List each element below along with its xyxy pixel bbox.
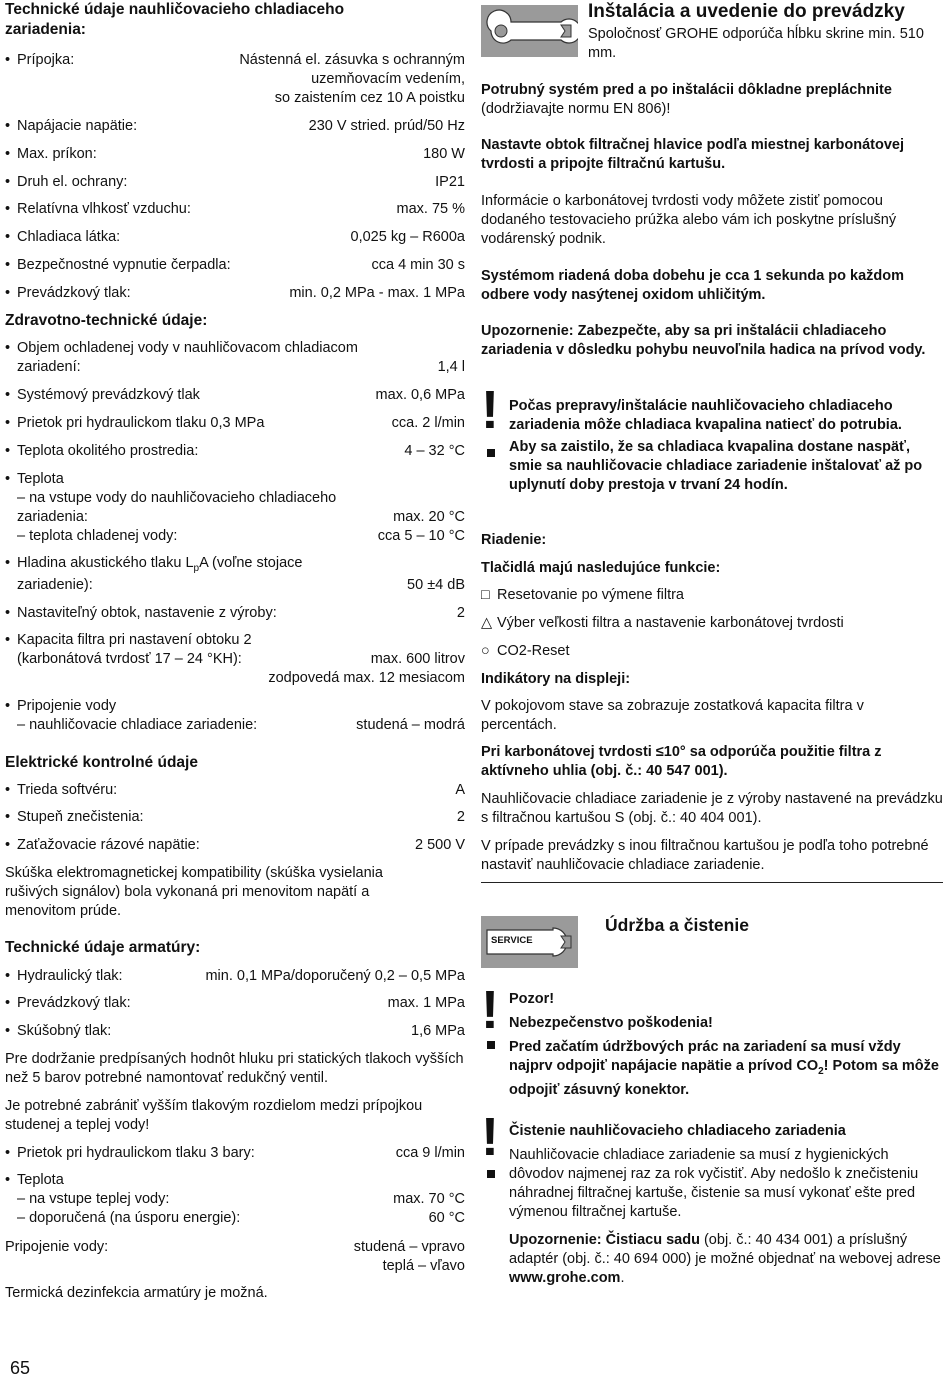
display-paragraph: V pokojovom stave sa zobrazuje zostatková kapacita filtra v percentách. [481, 698, 864, 733]
spec-label: • Teplota [5, 1171, 64, 1190]
spec-sub-label: – na vstupe vody do nauhličovacieho chladiaceho [17, 490, 337, 506]
emc-paragraph: Skúška elektromagnetickej kompatibility (skúška vysielania rušivých signálov) bola vykonaná pri menovitom napätí a menovitom prúde. [5, 865, 383, 919]
spec-label-part: Hladina akustického tlaku L [17, 555, 194, 571]
warning-transport: Počas prepravy/inštalácie nauhličovacieho chladiaceho zariadenia môže chladiaca kvapalina natiecť do potrubia. [509, 398, 902, 433]
spec-value: 2 [456, 605, 465, 621]
spec-value: 2 500 V [415, 837, 465, 853]
service-icon [481, 916, 578, 968]
spec-value: 1,6 MPa [411, 1023, 465, 1039]
spec-label-cont: zariadení: [17, 359, 81, 375]
spec-label: • Nastaviteľný obtok, nastavenie z výroby: [5, 604, 277, 623]
spec-label: • Zaťažovacie rázové napätie: [5, 836, 200, 855]
spec-value: IP21 [435, 174, 465, 190]
spec-label-cont: zariadenie): [17, 577, 93, 593]
warning-exclamation-icon: ! [481, 380, 499, 440]
danger-label: Nebezpečenstvo poškodenia! [509, 1015, 713, 1031]
system-paragraph: Systémom riadená doba dobehu je cca 1 sekunda po každom odbere vody nasýtenej oxidom uhličitým. [481, 268, 905, 303]
spec-value: min. 0,2 MPa - max. 1 MPa [289, 285, 465, 301]
warning-dot-icon [487, 1170, 495, 1178]
spec-label: • Napájacie napätie: [5, 117, 137, 136]
spec-label: • Pripojenie vody [5, 697, 116, 716]
spec-value-cont: zodpovedá max. 12 mesiacom [268, 670, 465, 686]
spec-label: • Prietok pri hydraulickom tlaku 3 bary: [5, 1144, 255, 1163]
warning-exclamation-icon: ! [481, 980, 499, 1040]
before-work-paragraph [509, 1038, 943, 1100]
spec-sub-label: – na vstupe teplej vody: [17, 1191, 170, 1207]
before-text: Pred začatím údržbových prác na zariadení sa musí vždy najprv odpojiť napájacie napätie a prívod CO [509, 1039, 901, 1074]
thermal-paragraph: Termická dezinfekcia armatúry je možná. [5, 1285, 268, 1301]
spec-value-line2: uzemňovacím vedením, [311, 71, 465, 87]
wrench-icon [481, 5, 578, 57]
buttons-title: Tlačidlá majú nasledujúce funkcie: [481, 560, 721, 576]
flush-line1: Potrubný systém pred a po inštalácii dôkladne prepláchnite [481, 82, 892, 98]
info-paragraph: Informácie o karbonátovej tvrdosti vody môžete zistiť pomocou dodaného testovacieho prúžka alebo vám ich poskytne príslušný vodárenský podnik. [481, 193, 897, 247]
circle-icon: ○ [481, 643, 490, 659]
spec-label: • Trieda softvéru: [5, 781, 117, 800]
notice-end: . [620, 1270, 625, 1286]
before-text: ! Potom sa môže odpojiť zásuvný konektor. [509, 1058, 939, 1098]
spec-value: 1,4 l [437, 359, 465, 375]
maintenance-title: Údržba a čistenie [605, 915, 749, 935]
spec-label: Pripojenie vody: [5, 1239, 109, 1255]
spec-value: 50 ±4 dB [407, 577, 465, 593]
bypass-paragraph: Nastavte obtok filtračnej hlavice podľa miestnej karbonátovej tvrdosti a pripojte filtračnú kartušu. [481, 137, 904, 172]
spec-value: 2 [456, 809, 465, 825]
spec-value-line1: Nástenná el. zásuvka s ochranným [239, 52, 465, 68]
spec-value: studená – modrá [356, 717, 465, 733]
spec-value: cca 5 – 10 °C [377, 528, 465, 544]
carb-paragraph: Pri karbonátovej tvrdosti ≤10° sa odporúča použitie filtra z aktívneho uhlia (obj. č.: 40 547 001). [481, 744, 882, 779]
spec-label: • Skúšobný tlak: [5, 1022, 111, 1041]
spec-label-part: A (voľne stojace [199, 555, 303, 571]
notice-paragraph: Upozornenie: Zabezpečte, aby sa pri inštalácii chladiaceho zariadenia v dôsledku pohybu neuvoľnila hadica na prívod vody. [481, 323, 926, 358]
spec-value: cca. 2 l/min [391, 415, 465, 431]
display-title: Indikátory na displeji: [481, 671, 631, 687]
spec-label [5, 554, 302, 578]
website-link[interactable]: www.grohe.com [509, 1270, 621, 1286]
subscript: 2 [818, 1065, 824, 1077]
service-badge-text: SERVICE [491, 935, 533, 946]
spec-value: A [455, 782, 465, 798]
spec-value: 0,025 kg – R600a [350, 229, 465, 245]
subscript: p [193, 562, 200, 574]
spec-value: max. 70 °C [393, 1191, 465, 1207]
install-subtitle: Spoločnosť GROHE odporúča hĺbku skrine min. 510 mm. [588, 26, 924, 61]
spec-value: studená – vpravo [353, 1239, 465, 1255]
page-number: 65 [10, 1358, 31, 1378]
cleaning-kit-paragraph [509, 1231, 943, 1288]
warning-wait: Aby sa zaistilo, že sa chladiaca kvapalina dostane naspäť, smie sa nauhličovacie chladiace zariadenie inštalovať až po uplynutí doby prestoja v trvaní 24 hodín. [509, 439, 923, 493]
electrical-title: Elektrické kontrolné údaje [5, 754, 198, 771]
technical-data-title: Technické údaje nauhličovacieho chladiaceho zariadenia: [5, 1, 345, 38]
button-co2-row [481, 642, 943, 661]
spec-label: • Prietok pri hydraulickom tlaku 0,3 MPa [5, 414, 264, 433]
warning-dot-icon [487, 1041, 495, 1049]
spec-sub-label: – nauhličovacie chladiace zariadenie: [17, 717, 258, 733]
warning-exclamation-icon: ! [481, 1107, 499, 1167]
flush-line2: (dodržiavajte normu EN 806)! [481, 101, 671, 117]
button-reset-row [481, 586, 943, 605]
spec-value: max. 0,6 MPa [375, 387, 465, 403]
spec-label: • Max. príkon: [5, 145, 97, 164]
spec-value-line3: so zaistením cez 10 A poistku [274, 90, 465, 106]
spec-value: max. 1 MPa [387, 995, 465, 1011]
spec-value: 230 V stried. prúd/50 Hz [308, 118, 465, 134]
spec-value: max. 75 % [396, 201, 465, 217]
spec-value: max. 20 °C [393, 509, 465, 525]
spec-label: • Druh el. ochrany: [5, 173, 127, 192]
spec-label: • Stupeň znečistenia: [5, 808, 144, 827]
spec-value: cca 4 min 30 s [371, 257, 465, 273]
notice-bold: Upozornenie: Čistiacu sadu [509, 1232, 700, 1248]
notice-text: (obj. č.: 40 434 001) a príslušný adaptér (obj. č.: 40 694 000) je možné objednať na webovej adrese [509, 1232, 941, 1267]
spec-label: • Prípojka: [5, 51, 74, 70]
attention-label: Pozor! [509, 991, 555, 1007]
flush-paragraph [481, 81, 943, 119]
spec-value-cont: teplá – vľavo [382, 1258, 465, 1274]
spec-value: 4 – 32 °C [404, 443, 465, 459]
button-size-row [481, 614, 943, 633]
spec-label: • Prevádzkový tlak: [5, 284, 131, 303]
noise-paragraph: Pre dodržanie predpísaných hodnôt hluku pri statických tlakoch vyšších než 5 barov potrebné namontovať redukčný ventil. [5, 1051, 464, 1086]
other-cartridge-paragraph: V prípade prevádzky s inou filtračnou kartušou je podľa toho potrebné nastaviť nauhličovacie chladiace zariadenie. [481, 838, 929, 873]
spec-value: cca 9 l/min [395, 1145, 465, 1161]
triangle-icon: △ [481, 615, 493, 631]
spec-label: • Kapacita filtra pri nastavení obtoku 2 [5, 631, 252, 650]
spec-label: • Teplota [5, 470, 64, 489]
install-title: Inštalácia a uvedenie do prevádzky [588, 1, 905, 22]
spec-value: 180 W [423, 146, 465, 162]
button-function-text: Výber veľkosti filtra a nastavenie karbonátovej tvrdosti [497, 615, 844, 631]
spec-label: • Relatívna vlhkosť vzduchu: [5, 200, 191, 219]
square-icon: □ [481, 587, 490, 603]
spec-label-cont: (karbonátová tvrdosť 17 – 24 °KH): [17, 651, 242, 667]
control-title: Riadenie: [481, 532, 547, 548]
health-title: Zdravotno-technické údaje: [5, 312, 208, 329]
section-divider [481, 882, 943, 883]
spec-label: • Chladiaca látka: [5, 228, 120, 247]
button-function-text: Resetovanie po výmene filtra [497, 587, 684, 603]
spec-sub-label: – teplota chladenej vody: [17, 528, 178, 544]
spec-value: min. 0,1 MPa/doporučený 0,2 – 0,5 MPa [205, 968, 465, 984]
warning-dot-icon [487, 449, 495, 457]
button-function-text: CO2-Reset [497, 643, 570, 659]
spec-label: • Objem ochladenej vody v nauhličovacom chladiacom [5, 339, 358, 358]
spec-label: • Systémový prevádzkový tlak [5, 386, 200, 405]
spec-label: • Bezpečnostné vypnutie čerpadla: [5, 256, 231, 275]
pressure-diff-paragraph: Je potrebné zabrániť vyšším tlakovým rozdielom medzi prípojkou studenej a teplej vody! [5, 1098, 423, 1133]
spec-sub-label-cont: zariadenia: [17, 509, 88, 525]
cleaning-title: Čistenie nauhličovacieho chladiaceho zariadenia [509, 1123, 846, 1139]
fitting-title: Technické údaje armatúry: [5, 939, 201, 956]
spec-label: • Teplota okolitého prostredia: [5, 442, 198, 461]
spec-value: 60 °C [428, 1210, 465, 1226]
spec-label: • Hydraulický tlak: [5, 967, 123, 986]
spec-label: • Prevádzkový tlak: [5, 994, 131, 1013]
factory-paragraph: Nauhličovacie chladiace zariadenie je z výroby nastavené na prevádzku s filtračnou kartušou S (obj. č.: 40 404 001). [481, 791, 943, 826]
cleaning-paragraph: Nauhličovacie chladiace zariadenie sa musí z hygienických dôvodov najmenej raz za rok vyčistiť. Aby nedošlo k znečisteniu náhradnej filtračnej kartuše, čistenie sa musí vykonať ešte pred výmenou filtračnej kartuše. [509, 1147, 919, 1220]
spec-sub-label: – doporučená (na úsporu energie): [17, 1210, 241, 1226]
spec-value: max. 600 litrov [370, 651, 465, 667]
